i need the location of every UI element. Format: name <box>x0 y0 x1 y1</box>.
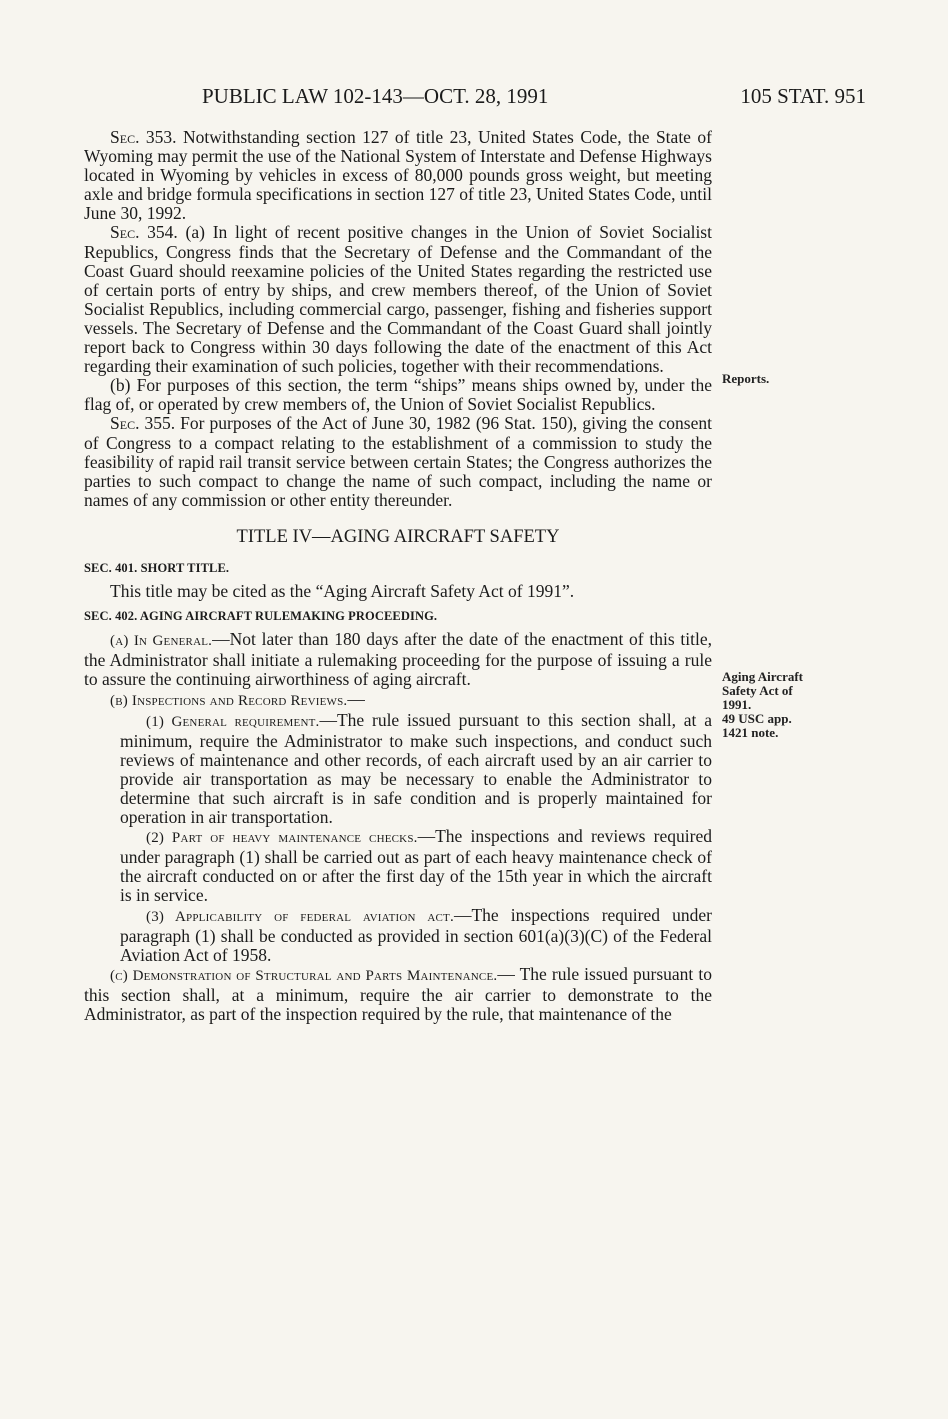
section-354-label: Sec. 354. <box>110 222 178 243</box>
margin-note-reports: Reports. <box>722 371 770 386</box>
subsection-402-a-label: (a) In General. <box>110 633 213 650</box>
section-354-b: (b) For purposes of this section, the term “ships” means ships owned by, under the flag of, or operated by crew members of, the Union of Soviet Socialist Republics. <box>84 375 712 415</box>
paragraph-402-b-1-text: —The rule issued pursuant to this section shall, at a minimum, require the Administrator to make such inspections, and conduct such reviews of maintenance and other records, of each aircraft used by an air carrier to provide air transportation as may be necessary to enable the Administrator to determine that such aircraft is in safe condition and is properly maintained for operation in air transportation. <box>120 709 712 828</box>
subsection-402-b-text: — <box>347 688 365 709</box>
paragraph-402-b-2-label: (2) Part of heavy maintenance checks. <box>146 830 418 847</box>
margin-note-aging-aircraft <box>722 670 852 740</box>
paragraph-402-b-3-label: (3) Applicability of federal aviation act. <box>146 908 454 925</box>
margin-note-line: Aging Aircraft <box>722 669 803 684</box>
subsection-402-c-label: (c) Demonstration of Structural and Parts Maintenance. <box>110 967 498 984</box>
paragraph-402-b-2 <box>84 827 712 905</box>
margin-note-line: Safety Act of <box>722 683 793 698</box>
section-354-a-text: (a) In light of recent positive changes in the Union of Soviet Socialist Republics, Congress finds that the Secretary of Defense and the Commandant of the Coast Guard should reexamine policies of the United States regarding the restricted use of certain ports of entry by ships, and crew members thereof, of the Union of Soviet Socialist Republics, including commercial cargo, passenger, fishing and fisheries support vessels. The Secretary of Defense and the Commandant of the Coast Guard shall jointly report back to Congress within 30 days following the date of the enactment of this Act regarding their examination of such policies, together with their recommendations. <box>84 222 712 377</box>
margin-note-line: 1421 note. <box>722 725 779 740</box>
paragraph-402-b-3-text: —The inspections required under paragraph (1) shall be conducted as provided in section 601(a)(3)(C) of the Federal Aviation Act of 1958. <box>120 904 712 965</box>
subsection-402-c-text: — The rule issued pursuant to this section shall, at a minimum, require the air carrier to demonstrate to the Administrator, as part of the inspection required by the rule, that maintenance of the <box>84 963 712 1025</box>
paragraph-402-b-1-label: (1) General requirement. <box>146 713 320 730</box>
subsection-402-a-text: —Not later than 180 days after the date of the enactment of this title, the Administrator shall initiate a rulemaking proceeding for the purpose of issuing a rule to assure the continuing airworthiness of aging aircraft. <box>84 629 713 690</box>
paragraph-402-b-3 <box>84 906 712 965</box>
subsection-402-b-label: (b) Inspections and Record Reviews. <box>110 692 348 709</box>
section-354-a <box>84 223 712 376</box>
section-402-heading: SEC. 402. AGING AIRCRAFT RULEMAKING PROCEEDING. <box>84 609 438 624</box>
section-353-text: Notwithstanding section 127 of title 23, United States Code, the State of Wyoming may permit the use of the National System of Interstate and Defense Highways located in Wyoming by vehicles in excess of 80,000 pounds gross weight, but meeting axle and bridge formula specifications in section 127 of title 23, United States Code, until June 30, 1992. <box>84 127 712 224</box>
section-355-label: Sec. 355. <box>110 413 176 434</box>
public-law-title: PUBLIC LAW 102-143—OCT. 28, 1991 <box>202 84 549 108</box>
section-401-heading: SEC. 401. SHORT TITLE. <box>84 560 230 575</box>
stat-page-number: 105 STAT. 951 <box>740 84 866 108</box>
paragraph-402-b-2-text: —The inspections and reviews required under paragraph (1) shall be carried out as part of each heavy maintenance check of the aircraft conducted on or after the first day of the 15th year in which the aircraft is in service. <box>120 826 712 906</box>
margin-note-line: 49 USC app. <box>722 711 792 726</box>
section-401-text: This title may be cited as the “Aging Aircraft Safety Act of 1991”. <box>110 581 575 602</box>
paragraph-402-b-1 <box>84 711 712 828</box>
subsection-402-a <box>84 630 712 689</box>
document-body <box>84 128 712 1024</box>
section-355-text: For purposes of the Act of June 30, 1982 (96 Stat. 150), giving the consent of Congress to a compact relating to the establishment of a commission to study the feasibility of rapid rail transit service between certain States; the Congress authorizes the parties to such compact to change the name of such compact, including the name or names of any commission or other entity thereunder. <box>84 413 712 510</box>
margin-note-line: 1991. <box>722 697 752 712</box>
section-353-label: Sec. 353. <box>110 127 177 147</box>
title-iv-heading: TITLE IV—AGING AIRCRAFT SAFETY <box>236 526 560 547</box>
page-header <box>84 84 866 114</box>
subsection-402-c <box>84 965 712 1024</box>
subsection-402-b <box>84 690 712 711</box>
section-353 <box>84 128 712 223</box>
section-355 <box>84 414 712 509</box>
